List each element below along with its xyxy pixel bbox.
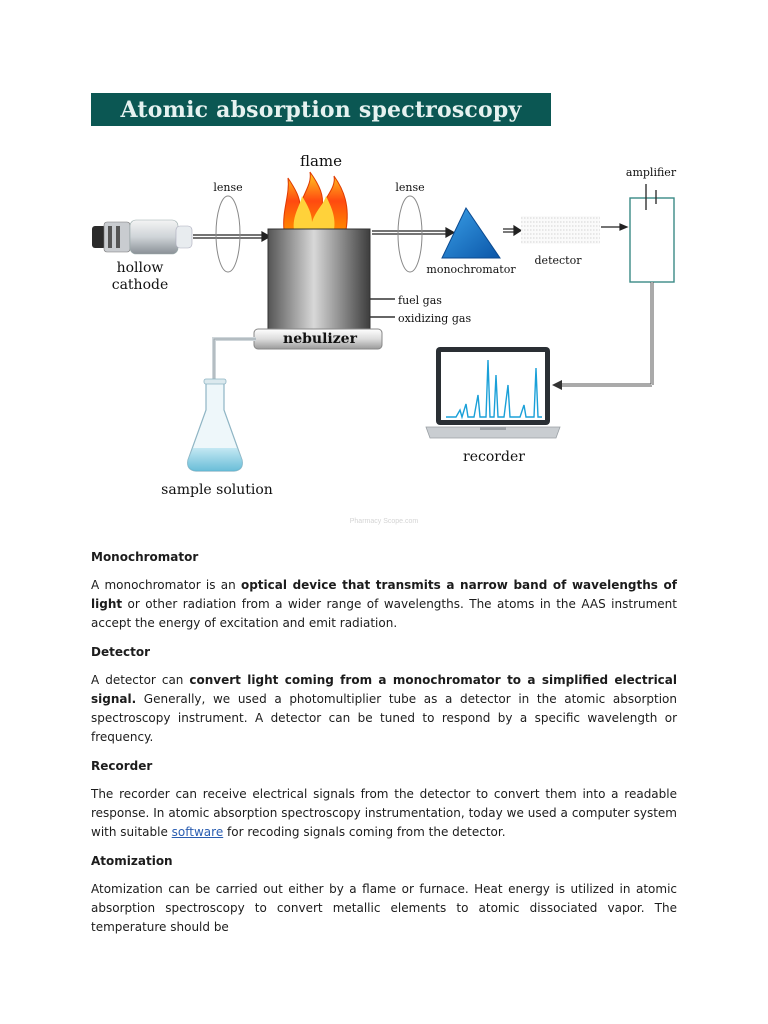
lense-right-label: lense	[395, 181, 425, 194]
recorder-heading: Recorder	[91, 759, 153, 773]
monochromator-bold: optical device that transmits a narrow band of wavelengths of light	[91, 578, 677, 611]
title-banner	[91, 93, 551, 126]
lens-left	[216, 196, 240, 272]
detector-heading: Detector	[91, 645, 150, 659]
detector-text-2: Generally, we used a photomultiplier tube as a detector in the atomic absorption spectroscopy instrument. A detector can be tuned to respond by a specific wavelength or frequency.	[91, 692, 677, 744]
detector-label: detector	[534, 254, 582, 267]
detector-bold: convert light coming from a monochromator to a simplified electrical signal.	[91, 673, 678, 706]
laptop-recorder	[426, 347, 560, 438]
sample-solution-label: sample solution	[161, 482, 273, 498]
page-title: Atomic absorption spectroscopy	[120, 96, 522, 123]
sample-flask	[188, 379, 243, 471]
fuel-gas-label: fuel gas	[398, 294, 442, 307]
recorder-text-2: for recoding signals coming from the detector.	[223, 825, 506, 839]
detector-grid	[521, 216, 600, 244]
monochromator-text-2: or other radiation from a wider range of wavelengths. The atoms in the AAS instrument accept the energy of excitation and emit radiation.	[91, 597, 677, 630]
flame-icon	[284, 172, 348, 230]
nebulizer-label: nebulizer	[283, 331, 357, 347]
detector-paragraph	[91, 671, 677, 747]
watermark: Pharmacy Scope.com	[349, 518, 419, 525]
amplifier-circuit	[552, 184, 674, 390]
atomization-paragraph	[91, 880, 677, 937]
monochromator-label: monochromator	[426, 263, 516, 276]
hollow-label: hollow	[116, 260, 164, 276]
atomization-heading: Atomization	[91, 854, 173, 868]
recorder-label: recorder	[463, 449, 525, 465]
detector-text-1: A detector can	[91, 673, 190, 687]
cathode-label: cathode	[111, 277, 169, 293]
monochromator-heading: Monochromator	[91, 550, 199, 564]
amplifier-label: amplifier	[625, 166, 677, 179]
aas-diagram	[0, 140, 768, 535]
recorder-text-1: The recorder can receive electrical signals from the detector to convert them into a readable response. In atomic absorption spectroscopy instrumentation, today we used a computer system with suitable	[91, 787, 677, 839]
hollow-cathode-lamp	[92, 220, 192, 254]
burner	[268, 229, 370, 329]
article-body	[91, 540, 677, 947]
gas-lines	[370, 299, 395, 317]
flame-label: flame	[299, 152, 343, 170]
monochromator-text-1: A monochromator is an	[91, 578, 241, 592]
lense-left-label: lense	[213, 181, 243, 194]
monochromator-paragraph	[91, 576, 677, 633]
recorder-paragraph	[91, 785, 677, 842]
atomization-text-1: Atomization can be carried out either by a flame or furnace. Heat energy is utilized in atomic absorption spectroscopy to convert metallic elements to atomic dissociated vapor. The temperature should be	[91, 882, 677, 934]
software-link[interactable]: software	[171, 825, 224, 839]
oxidizing-gas-label: oxidizing gas	[398, 312, 472, 325]
